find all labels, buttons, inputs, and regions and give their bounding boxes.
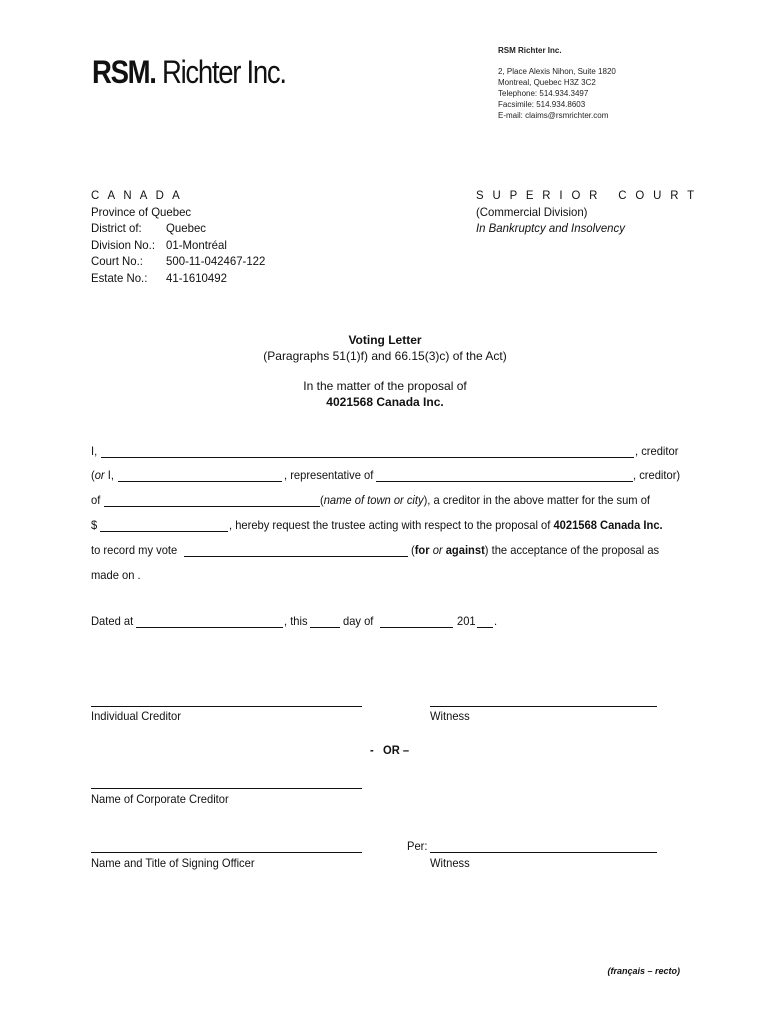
letter-statute: (Paragraphs 51(1)f) and 66.15(3)c) of the Act) [263, 349, 507, 363]
paren-open: ( [91, 468, 95, 482]
letter-title-block [0, 332, 770, 410]
representative-name-blank[interactable] [118, 481, 282, 482]
individual-creditor-label: Individual Creditor [91, 709, 181, 723]
vote-against: against [445, 543, 485, 557]
logo-dot: . [149, 54, 156, 90]
made-on-text: made on . [91, 568, 141, 582]
day-blank[interactable] [310, 627, 340, 628]
court-info-right [476, 187, 697, 237]
year-blank[interactable] [477, 627, 493, 628]
court-info-left [91, 187, 265, 286]
or-italic: or [94, 468, 105, 482]
division-label: Division No.: [91, 237, 155, 252]
district-value: Quebec [166, 221, 206, 235]
of-text: of [91, 493, 101, 507]
representative-line-end: , creditor) [633, 468, 681, 482]
signing-officer-line[interactable] [91, 852, 362, 853]
court-jurisdiction: In Bankruptcy and Insolvency [476, 221, 625, 235]
creditor-line-end: , creditor [635, 444, 679, 458]
town-blank[interactable] [104, 506, 320, 507]
dated-end: . [494, 614, 498, 628]
witness1-signature-line[interactable] [430, 706, 657, 707]
vote-for: for [414, 543, 430, 557]
record-vote-text: to record my vote [91, 543, 178, 557]
i-text: I, [104, 468, 114, 482]
day-of-text: day of [343, 614, 374, 628]
dated-place-blank[interactable] [136, 627, 283, 628]
court-division: (Commercial Division) [476, 204, 588, 219]
corporate-creditor-line[interactable] [91, 788, 362, 789]
court-name: S U P E R I O R C O U R T [476, 188, 697, 202]
representative-line-start [91, 468, 114, 482]
province: Province of Quebec [91, 204, 192, 219]
month-blank[interactable] [380, 627, 453, 628]
request-company: 4021568 Canada Inc. [553, 518, 663, 532]
representative-of-text: , representative of [284, 468, 374, 482]
vote-or: or [429, 543, 446, 557]
creditor-name-blank[interactable] [101, 457, 634, 458]
vote-paren: ( [411, 543, 415, 557]
estate-number-label: Estate No.: [91, 270, 148, 285]
court-number-value: 500-11-042467-122 [166, 254, 266, 268]
town-line-rest [320, 493, 650, 507]
dated-at-text: Dated at [91, 614, 134, 628]
amount-blank[interactable] [100, 531, 228, 532]
this-text: , this [284, 614, 308, 628]
court-number-label: Court No.: [91, 254, 143, 268]
page-footer: (français – recto) [607, 966, 680, 976]
witness2-label: Witness [430, 856, 470, 870]
town-hint: name of town or city [323, 493, 424, 507]
firm-name: RSM Richter Inc. [498, 46, 562, 55]
firm-email: E-mail: claims@rsmrichter.com [498, 111, 609, 120]
per-label: Per: [407, 839, 428, 853]
vote-choice-text [411, 543, 659, 557]
witness1-label: Witness [430, 709, 470, 723]
year-prefix: 201 [457, 614, 476, 628]
or-separator: - OR – [370, 743, 410, 757]
sum-of-text: ), a creditor in the above matter for the sum of [423, 493, 651, 507]
acceptance-text: ) the acceptance of the proposal as [484, 543, 660, 557]
company-logo [92, 54, 286, 91]
creditor-line-start: I, [91, 444, 98, 458]
signing-officer-label: Name and Title of Signing Officer [91, 856, 255, 870]
firm-address-1: 2, Place Alexis Nihon, Suite 1820 [498, 67, 616, 76]
witness2-signature-line[interactable] [430, 852, 657, 853]
matter-text: In the matter of the proposal of [303, 379, 467, 393]
firm-facsimile: Facsimile: 514.934.8603 [498, 100, 586, 109]
firm-address-2: Montreal, Quebec H3Z 3C2 [498, 78, 596, 87]
letter-title: Voting Letter [348, 333, 422, 347]
logo-rsm: RSM [92, 54, 150, 90]
represented-creditor-blank[interactable] [376, 481, 633, 482]
town-paren: ( [320, 493, 324, 507]
request-text: , hereby request the trustee acting with respect to the proposal of [229, 518, 551, 532]
vote-blank[interactable] [184, 556, 408, 557]
division-value: 01-Montréal [166, 237, 227, 252]
firm-telephone: Telephone: 514.934.3497 [498, 89, 589, 98]
individual-creditor-signature-line[interactable] [91, 706, 362, 707]
trustee-request-text [229, 518, 663, 532]
estate-number-value: 41-1610492 [166, 270, 227, 285]
dollar-sign: $ [91, 518, 98, 532]
firm-address-block [498, 45, 616, 121]
district-label: District of: [91, 221, 142, 235]
logo-rest: Richter Inc. [161, 54, 286, 90]
corporate-creditor-label: Name of Corporate Creditor [91, 792, 229, 806]
matter-company: 4021568 Canada Inc. [326, 395, 444, 409]
country: C A N A D A [91, 188, 183, 202]
